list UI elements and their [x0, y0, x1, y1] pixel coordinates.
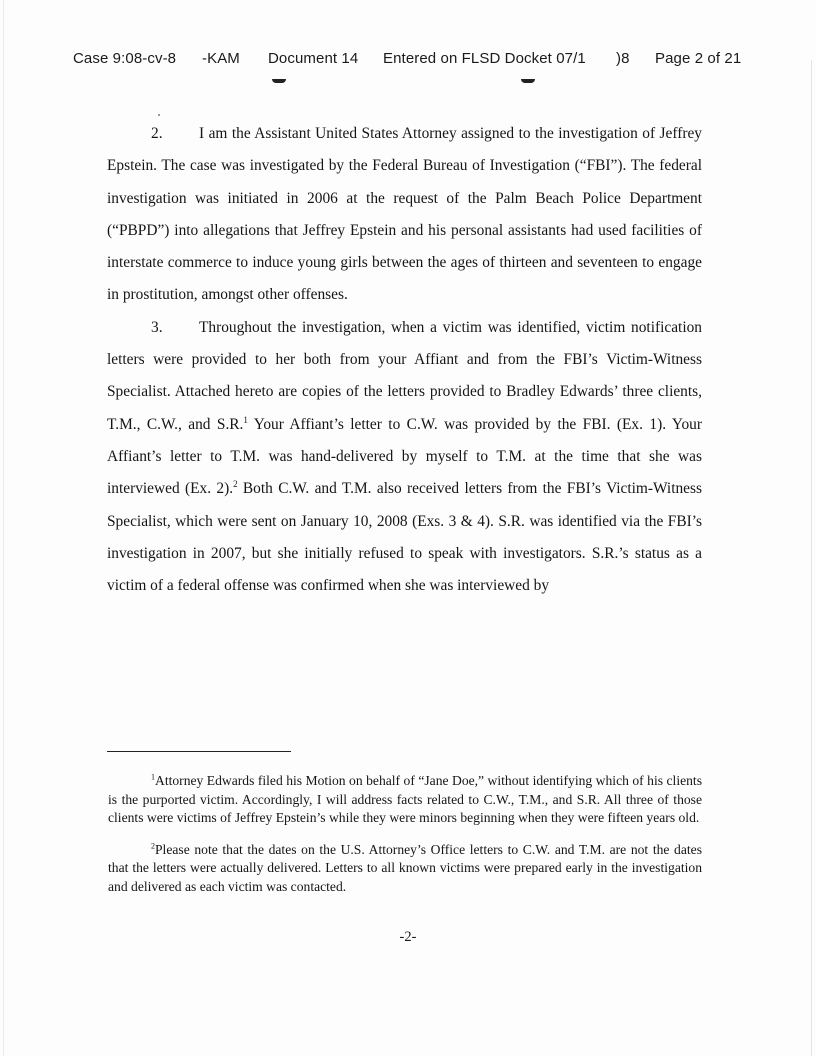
header-judge-suffix: -KAM — [202, 50, 240, 67]
header-entered-docket: Entered on FLSD Docket 07/1 — [383, 50, 586, 67]
paragraph-number: 2. — [151, 125, 163, 142]
footnote-reference: 1 — [243, 414, 248, 425]
header-page-count: Page 2 of 21 — [655, 50, 742, 67]
paragraph-text: Your Affiant’s letter to C.W. was provided by the FBI. (Ex. 1). Your Affiant’s letter to T.M. was hand-delivered by myself to T.M. at the time that she was interviewed (Ex. 2). — [107, 415, 702, 498]
header-document-number: Document 14 — [268, 50, 359, 67]
scan-speck — [158, 114, 160, 116]
footnote-marker: 1 — [151, 772, 155, 782]
paragraph-text: I am the Assistant United States Attorney assigned to the investigation of Jeffrey Epstein. The case was investigated by the Federal Bureau of Investigation (“FBI”). The federal investigation was initiated in 2006 at the request of the Palm Beach Police Department (“PBPD”) into allegations that Jeffrey Epstein and his personal assistants had used facilities of interstate commerce to induce young girls between the ages of thirteen and seventeen to engage in prostitution, amongst other offenses. — [107, 125, 702, 304]
paragraph-number: 3. — [151, 318, 163, 336]
page-number: -2- — [399, 929, 417, 945]
footnote-divider — [107, 751, 291, 752]
docket-header — [0, 50, 816, 72]
footnote-text: Please note that the dates on the U.S. Attorney’s Office letters to C.W. and T.M. are not the dates that the letters were actually delivered. Letters to all known victims were prepared early in the investigation and delivered as each victim was contacted. — [108, 841, 702, 894]
scan-edge-left — [3, 0, 4, 1056]
footnotes — [108, 772, 702, 910]
paragraph-3 — [107, 312, 702, 603]
header-case-number: Case 9:08-cv-8 — [73, 50, 177, 67]
footnote-text: Attorney Edwards filed his Motion on behalf of “Jane Doe,” without identifying which of his clients is the purported victim. Accordingly, I will address facts related to C.W., T.M., and S.R. All three of those clients were victims of Jeffrey Epstein’s while they were minors beginning when they were fifteen years old. — [108, 773, 702, 826]
footnote-marker: 2 — [151, 841, 155, 851]
paragraph-text: Both C.W. and T.M. also received letters from the FBI’s Victim-Witness Specialist, which were sent on January 10, 2008 (Exs. 3 & 4). S.R. was identified via the FBI’s investigation in 2007, but she initially refused to speak with investigators. S.R.’s status as a victim of a federal offense was confirmed when she was interviewed by — [107, 480, 702, 595]
scan-edge-right — [811, 60, 812, 1056]
footnote-reference: 2 — [233, 479, 238, 490]
paragraph-text: Throughout the investigation, when a victim was identified, victim notification letters were provided to her both from your Affiant and from the FBI’s Victim-Witness Specialist. Attached hereto are copies of the letters provided to Bradley Edwards’ three clients, T.M., C.W., and S.R. — [107, 318, 702, 433]
body-text — [107, 118, 702, 602]
footnote-1 — [108, 772, 702, 828]
hole-punch-mark — [521, 79, 535, 83]
hole-punch-mark — [272, 79, 286, 83]
footnote-2 — [108, 841, 702, 897]
paragraph-2 — [107, 118, 702, 312]
header-date-tail: )8 — [616, 50, 630, 67]
